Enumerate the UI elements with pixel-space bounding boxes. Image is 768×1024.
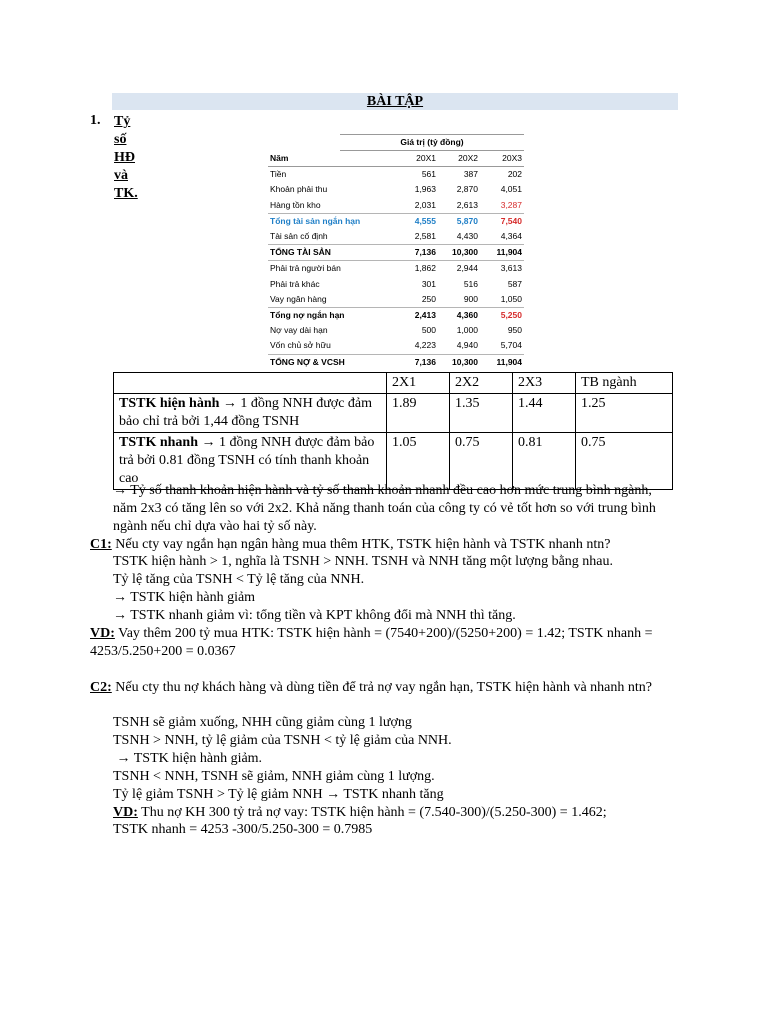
financial-table-grid [268, 151, 524, 370]
fin-cell: 4,364 [480, 229, 524, 245]
ratio-table [113, 372, 673, 490]
c2-line: TSNH > NNH, tỷ lệ giảm của TSNH < tỷ lệ giảm của NNH. [113, 733, 452, 748]
c1-line: → TSTK hiện hành giảm [113, 590, 256, 605]
fin-cell: 587 [507, 278, 522, 289]
fin-header-year: 20X1 [396, 151, 438, 167]
c2-example-line2: TSTK nhanh = 4253 -300/5.250-300 = 0.7985 [113, 822, 373, 837]
section-number: 1. [90, 113, 101, 128]
c1-vd-label: VD: [90, 626, 115, 641]
document-title: BÀI TẬP [112, 93, 678, 110]
ratio-value: 1.44 [513, 394, 576, 433]
fin-row [268, 323, 524, 338]
c1-line: TSTK hiện hành > 1, nghĩa là TSNH > NNH. TSNH và NNH tăng một lượng bằng nhau. [113, 554, 613, 569]
ratio-header-cell: TB ngành [576, 373, 673, 394]
fin-row-label: Nợ vay dài hạn [270, 325, 328, 336]
ratio-value: 0.75 [450, 433, 513, 490]
ratio-description: → 1 đồng NNH được đảm bảo trả bởi 0.81 đồng TSNH có tính thanh khoản cao [119, 435, 375, 486]
fin-cell: 500 [421, 325, 436, 336]
fin-cell: 301 [421, 278, 436, 289]
fin-row-label: Phải trả khác [270, 278, 320, 289]
fin-cell: 561 [421, 169, 436, 180]
c2-vd-label: VD: [113, 805, 138, 820]
fin-cell: 2,613 [438, 198, 480, 214]
ratio-value: 1.25 [576, 394, 673, 433]
c1-question-text: Nếu cty vay ngắn hạn ngân hàng mua thêm HTK, TSTK hiện hành và TSTK nhanh ntn? [111, 537, 611, 552]
fin-cell: 7,136 [396, 245, 438, 261]
fin-row [268, 338, 524, 354]
fin-cell: 3,287 [480, 198, 524, 214]
ratio-name: TSTK hiện hành [119, 396, 220, 411]
ratio-value: 0.81 [513, 433, 576, 490]
section-title: Tỷ số HĐ và TK. [114, 114, 138, 201]
ratio-row [114, 394, 673, 433]
fin-row-label: Tổng nợ ngắn hạn [270, 310, 345, 321]
c1-line: → TSTK nhanh giảm vì: tổng tiền và KPT không đổi mà NNH thì tăng. [113, 608, 516, 623]
ratio-header-cell: 2X1 [387, 373, 450, 394]
financial-table [268, 134, 524, 370]
fin-row-label: Tổng tài sản ngắn hạn [270, 215, 361, 226]
c2-question [90, 679, 680, 697]
fin-row [268, 182, 524, 197]
fin-cell: 4,223 [396, 338, 438, 354]
c1-label: C1: [90, 537, 112, 552]
c2-line: Tỷ lệ giảm TSNH > Tỷ lệ giảm NNH → TSTK nhanh tăng [113, 787, 444, 802]
fin-row-label: TỔNG TÀI SẢN [268, 245, 396, 261]
c1-question [90, 536, 680, 554]
fin-cell: 1,963 [414, 184, 436, 195]
c2-line: → TSTK hiện hành giảm. [113, 751, 263, 766]
fin-cell: 7,540 [500, 215, 522, 226]
fin-row-label: Hàng tồn kho [268, 198, 396, 214]
ratio-header-cell: 2X2 [450, 373, 513, 394]
financial-table-caption: Giá trị (tỷ đồng) [340, 134, 524, 151]
fin-row-label: Tài sản cố định [268, 229, 396, 245]
fin-row [268, 229, 524, 245]
c2-label: C2: [90, 680, 112, 695]
fin-cell: 4,051 [500, 184, 522, 195]
fin-cell: 250 [396, 292, 438, 308]
conclusion-text: → Tỷ số thanh khoản hiện hành và tỷ số thanh khoản nhanh đều cao hơn mức trung bình ngành, năm 2x3 có tăng lên so với 2x2. Khả năng thanh toán của công ty có vẻ tốt hơn so với trung bình ngành nếu chỉ dựa vào hai tỷ số này. [113, 483, 656, 534]
fin-header-label: Năm [268, 151, 396, 167]
fin-row-label: TỔNG NỢ & VCSH [270, 356, 345, 367]
ratio-row-label [114, 433, 387, 490]
fin-cell: 5,704 [480, 338, 524, 354]
c2-question-text: Nếu cty thu nợ khách hàng và dùng tiền để trả nợ vay ngắn hạn, TSTK hiện hành và nhanh ntn? [111, 680, 652, 695]
fin-row [268, 308, 524, 324]
fin-cell: 387 [463, 169, 478, 180]
fin-cell: 4,940 [438, 338, 480, 354]
ratio-value: 1.35 [450, 394, 513, 433]
ratio-value: 0.75 [576, 433, 673, 490]
c1-vd-text: Vay thêm 200 tỷ mua HTK: TSTK hiện hành = (7540+200)/(5250+200) = 1.42; TSTK nhanh = 4253/5.250+200 = 0.0367 [90, 626, 653, 659]
c1-example [90, 625, 680, 661]
fin-row [268, 292, 524, 308]
fin-cell: 5,870 [456, 215, 478, 226]
fin-cell: 10,300 [438, 245, 480, 261]
ratio-header-empty [114, 373, 387, 394]
fin-row [268, 245, 524, 261]
fin-cell: 10,300 [452, 356, 478, 367]
c2-example [113, 804, 607, 822]
fin-cell: 4,360 [456, 310, 478, 321]
fin-row-label: Vốn chủ sở hữu [268, 338, 396, 354]
fin-cell: 516 [463, 278, 478, 289]
fin-header-year: 20X3 [480, 151, 524, 167]
ratio-value: 1.05 [387, 433, 450, 490]
fin-cell: 2,944 [456, 263, 478, 274]
ratio-row [114, 433, 673, 490]
ratio-name: TSTK nhanh [119, 435, 198, 450]
fin-cell: 2,413 [414, 310, 436, 321]
fin-row [268, 261, 524, 277]
fin-row-label: Phải trả người bán [270, 263, 341, 274]
c2-line: TSNH sẽ giảm xuống, NHH cũng giảm cùng 1 lượng [113, 715, 412, 730]
fin-header-year: 20X2 [438, 151, 480, 167]
fin-cell: 11,904 [480, 245, 524, 261]
fin-cell: 202 [507, 169, 522, 180]
fin-cell: 7,136 [414, 356, 436, 367]
fin-cell: 2,031 [396, 198, 438, 214]
fin-row [268, 167, 524, 183]
fin-row [268, 198, 524, 214]
ratio-header-cell: 2X3 [513, 373, 576, 394]
ratio-value: 1.89 [387, 394, 450, 433]
c1-line: Tỷ lệ tăng của TSNH < Tỷ lệ tăng của NNH. [113, 572, 365, 587]
fin-cell: 900 [438, 292, 480, 308]
section-heading [90, 113, 138, 201]
fin-row-label: Khoản phải thu [270, 184, 328, 195]
fin-row [268, 213, 524, 229]
fin-cell: 4,555 [414, 215, 436, 226]
fin-cell: 11,904 [496, 356, 522, 367]
fin-cell: 2,870 [456, 184, 478, 195]
fin-cell: 3,613 [500, 263, 522, 274]
fin-row [268, 354, 524, 370]
ratio-description: → 1 đồng NNH được đảm bảo chỉ trả bởi 1,44 đồng TSNH [119, 396, 373, 429]
c2-line: TSNH < NNH, TSNH sẽ giảm, NNH giảm cùng 1 lượng. [113, 769, 435, 784]
fin-cell: 1,862 [414, 263, 436, 274]
fin-cell: 1,050 [480, 292, 524, 308]
fin-cell: 950 [507, 325, 522, 336]
ratio-row-label [114, 394, 387, 433]
fin-cell: 5,250 [500, 310, 522, 321]
fin-cell: 2,581 [396, 229, 438, 245]
fin-cell: 4,430 [438, 229, 480, 245]
fin-row [268, 277, 524, 292]
fin-row-label: Tiền [270, 169, 287, 180]
c2-vd-text: Thu nợ KH 300 tỷ trả nợ vay: TSTK hiện hành = (7.540-300)/(5.250-300) = 1.462; [137, 805, 607, 820]
fin-row-label: Vay ngân hàng [268, 292, 396, 308]
fin-cell: 1,000 [456, 325, 478, 336]
